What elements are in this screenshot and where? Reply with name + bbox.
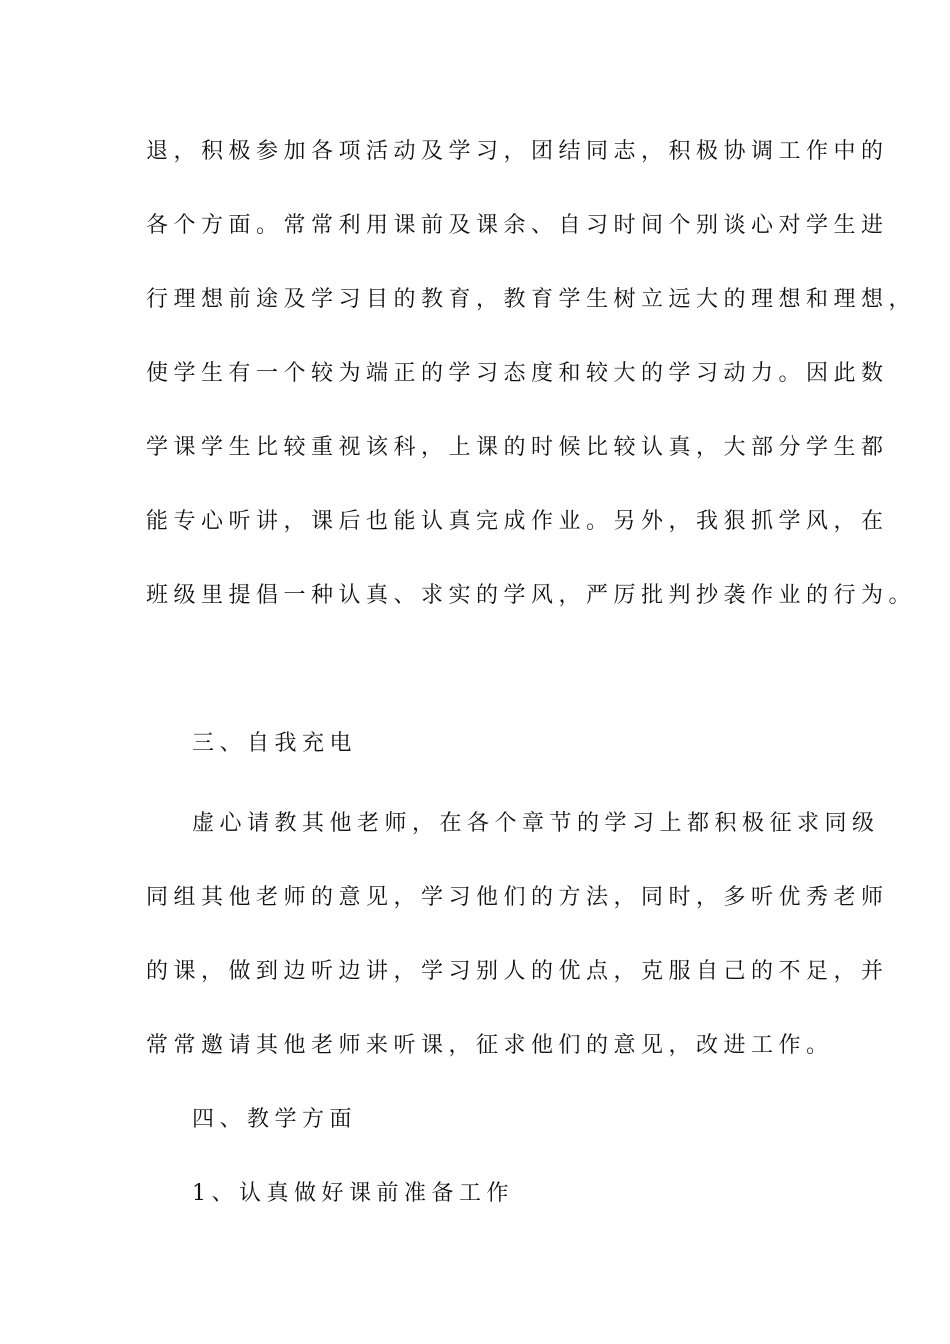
paragraph-line: 使学生有一个较为端正的学习态度和较大的学习动力。因此数 [146, 361, 889, 386]
paragraph-line: 各个方面。常常利用课前及课余、自习时间个别谈心对学生进 [146, 213, 889, 238]
paragraph-line: 虚心请教其他老师，在各个章节的学习上都积极征求同级 [192, 811, 880, 836]
paragraph-line: 行理想前途及学习目的教育，教育学生树立远大的理想和理想， [146, 287, 917, 312]
paragraph-line: 退，积极参加各项活动及学习，团结同志，积极协调工作中的 [146, 139, 889, 164]
paragraph-line: 常常邀请其他老师来听课，征求他们的意见，改进工作。 [146, 1033, 834, 1058]
paragraph-line: 学课学生比较重视该科，上课的时候比较认真，大部分学生都 [146, 435, 889, 460]
paragraph-line: 同组其他老师的意见，学习他们的方法，同时，多听优秀老师 [146, 885, 889, 910]
paragraph-line: 能专心听讲，课后也能认真完成作业。另外，我狠抓学风，在 [146, 509, 889, 534]
paragraph-line: 的课，做到边听边讲，学习别人的优点，克服自己的不足，并 [146, 959, 889, 984]
section-heading-3: 三、自我充电 [192, 731, 358, 756]
paragraph-line: 班级里提倡一种认真、求实的学风，严厉批判抄袭作业的行为。 [146, 583, 917, 608]
subsection-heading: 1、认真做好课前准备工作 [192, 1181, 514, 1206]
section-heading-4: 四、教学方面 [192, 1107, 358, 1132]
